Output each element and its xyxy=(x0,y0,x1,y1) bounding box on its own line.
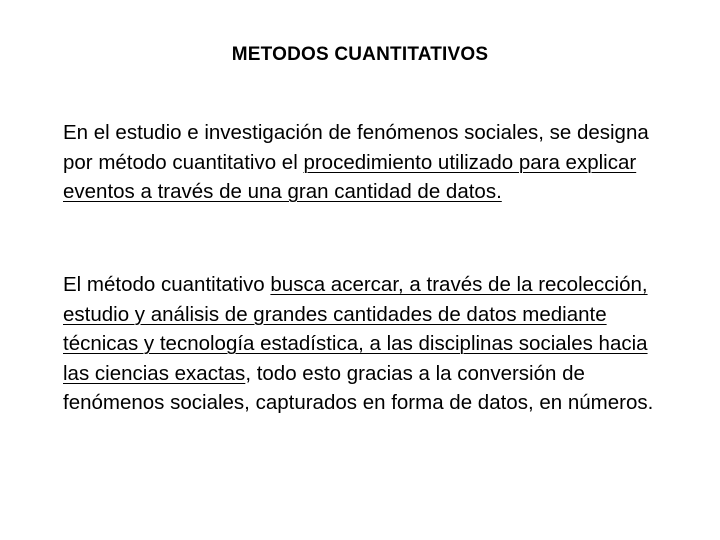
paragraph-purpose-intro: El método cuantitativo xyxy=(63,273,271,296)
paragraph-purpose-underlined: busca acercar, a través de la recolección, estudio y análisis de grandes cantidades de datos mediante técnicas y tecnología estadística, a las disciplinas sociales hacia las ciencias exactas xyxy=(63,273,648,385)
paragraph-purpose xyxy=(63,270,669,418)
slide-title: METODOS CUANTITATIVOS xyxy=(231,44,489,65)
paragraph-definition xyxy=(63,118,669,207)
paragraph-purpose-outro: , todo esto gracias a la conversión de fenómenos sociales, capturados en forma de datos, en números. xyxy=(63,361,654,414)
paragraph-definition-underlined: procedimiento utilizado para explicar eventos a través de una gran cantidad de datos. xyxy=(63,150,637,203)
paragraph-definition-text: En el estudio e investigación de fenómenos sociales, se designa por método cuantitativo el xyxy=(63,121,649,174)
